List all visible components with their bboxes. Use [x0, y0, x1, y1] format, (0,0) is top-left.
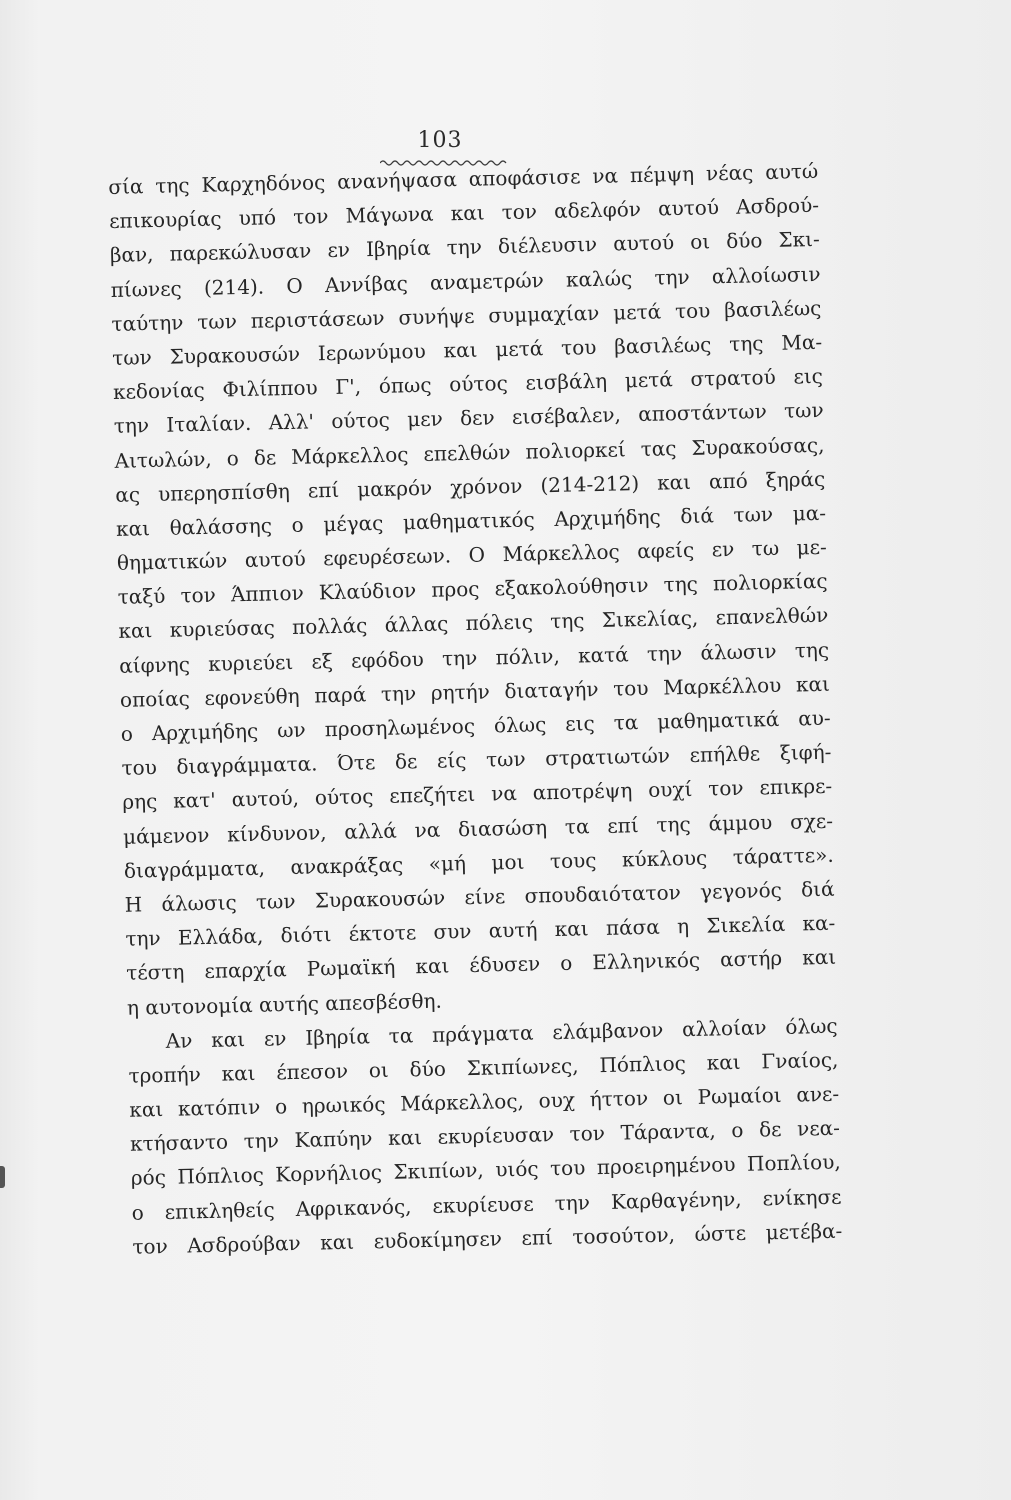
text-line: τέστη επαρχία Ρωμαϊκή και έδυσεν ο Ελληνικός αστήρ και — [125, 945, 837, 986]
text-line: ο επικληθείς Αφρικανός, εκυρίευσε την Καρθαγένην, ενίκησε — [131, 1184, 842, 1225]
text-line: και θαλάσσης ο μέγας μαθηματικός Αρχιμήδης διά των μα- — [115, 500, 827, 541]
text-line: σία της Καρχηδόνος ανανήψασα αποφάσισε να πέμψη νέας αυτώ — [108, 158, 819, 199]
text-line: τροπήν και έπεσον οι δύο Σκιπίωνες, Πόπλιος και Γναίος, — [128, 1047, 839, 1088]
text-line: ας υπερησπίσθη επί μακρόν χρόνον (214-212) και από ξηράς — [115, 466, 826, 507]
text-line: αίφνης κυριεύει εξ εφόδου την πόλιν, κατά την άλωσιν της — [118, 637, 830, 678]
text-line: ρός Πόπλιος Κορνήλιος Σκιπίων, υιός του προειρημένου Ποπλίου, — [130, 1150, 841, 1191]
text-line: την Ελλάδα, διότι έκτοτε συν αυτή και πάσα η Σικελία κα- — [125, 910, 836, 951]
text-line: ο Αρχιμήδης ων προσηλωμένος όλως εις τα μαθηματικά αυ- — [120, 705, 831, 746]
text-line: θηματικών αυτού εφευρέσεων. Ο Μάρκελλος αφείς εν τω με- — [116, 534, 828, 575]
binding-edge-mark — [0, 1166, 5, 1188]
text-line: πίωνες (214). Ο Αννίβας αναμετρών καλώς την αλλοίωσιν — [110, 261, 821, 302]
text-line: Αιτωλών, ο δε Μάρκελλος επελθών πολιορκεί τας Συρακούσας, — [114, 432, 825, 473]
text-line: Η άλωσις των Συρακουσών είνε σπουδαιότατον γεγονός διά — [124, 876, 835, 917]
text-line: ταύτην των περιστάσεων συνήψε συμμαχίαν μετά του βασιλέως — [111, 295, 822, 336]
text-line: οποίας εφονεύθη παρά την ρητήν διαταγήν του Μαρκέλλου και — [119, 671, 831, 712]
text-line: και κυριεύσας πολλάς άλλας πόλεις της Σικελίας, επανελθών — [118, 603, 829, 644]
page-number: 103 — [417, 128, 463, 153]
text-line: Αν και εν Ιβηρία τα πράγματα ελάμβανον αλλοίαν όλως — [165, 1013, 838, 1053]
text-line: βαν, παρεκώλυσαν εν Ιβηρία την διέλευσιν αυτού οι δύο Σκι- — [109, 227, 821, 268]
text-line: μάμενον κίνδυνον, αλλά να διασώση τα επί της άμμου σχε- — [122, 808, 834, 849]
text-line: επικουρίας υπό τον Μάγωνα και τον αδελφόν αυτού Ασδρού- — [108, 193, 820, 234]
text-line: διαγράμματα, ανακράξας «μή μοι τους κύκλους τάραττε». — [123, 842, 834, 883]
text-line: του διαγράμματα. Ότε δε είς των στρατιωτών επήλθε ξιφή- — [121, 739, 832, 781]
text-line: η αυτονομία αυτής απεσβέσθη. — [126, 988, 443, 1020]
body-text — [108, 154, 843, 1264]
text-line: των Συρακουσών Ιερωνύμου και μετά του βασιλέως της Μα- — [111, 329, 823, 370]
text-line: κεδονίας Φιλίππου Γ', όπως ούτος εισβάλη μετά στρατού εις — [112, 363, 824, 405]
text-line: ταξύ τον Άππιον Κλαύδιον προς εξακολούθησιν της πολιορκίας — [117, 569, 828, 610]
text-line: και κατόπιν ο ηρωικός Μάρκελλος, ουχ ήττον οι Ρωμαίοι ανε- — [129, 1081, 840, 1122]
text-line: την Ιταλίαν. Αλλ' ούτος μεν δεν εισέβαλεν, αποστάντων των — [113, 398, 824, 439]
text-line: κτήσαντο την Καπύην και εκυρίευσαν τον Τάραντα, ο δε νεα- — [129, 1115, 841, 1156]
text-line: τον Ασδρούβαν και ευδοκίμησεν επί τοσούτον, ώστε μετέβα- — [132, 1218, 843, 1259]
text-line: ρης κατ' αυτού, ούτος επεζήτει να αποτρέψη ουχί τον επικρε- — [122, 774, 833, 815]
